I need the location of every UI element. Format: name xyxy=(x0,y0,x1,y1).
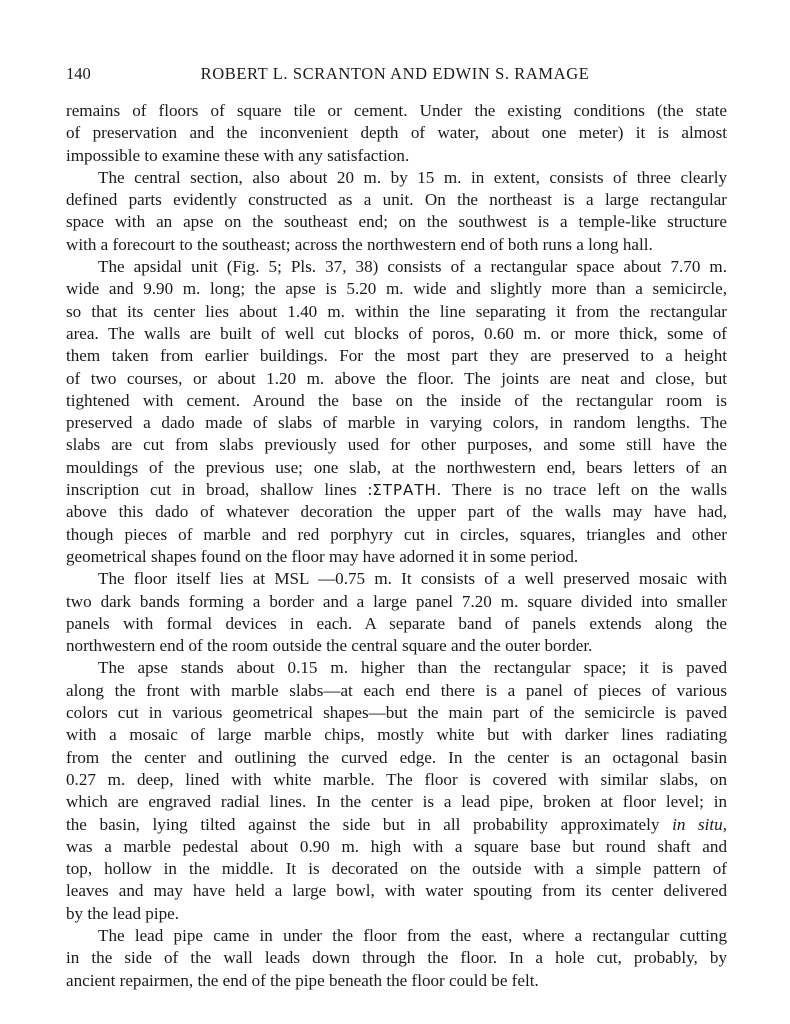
paragraph-4 xyxy=(66,568,727,657)
paragraph-2 xyxy=(66,167,727,256)
text-line: along the front with marble slabs—at each end there is a panel of pieces of various xyxy=(66,680,727,700)
page-number: 140 xyxy=(66,64,91,83)
text-line: northwestern end of the room outside the central square and the outer border. xyxy=(66,636,593,656)
text-line: defined parts evidently constructed as a unit. On the northeast is a large rectangular xyxy=(66,190,727,210)
paragraph-5 xyxy=(66,657,727,925)
text-line: panels with formal devices in each. A separate band of panels extends along the xyxy=(66,613,727,633)
text-line: mouldings of the previous use; one slab, at the northwestern end, bears letters of an xyxy=(66,457,727,477)
inscription-suffix: . There is no trace left on the walls xyxy=(436,480,727,500)
text-line: wide and 9.90 m. long; the apse is 5.20 m. wide and slightly more than a semicircle, xyxy=(66,279,727,299)
paragraph-1 xyxy=(66,100,727,167)
text-line: The apsidal unit (Fig. 5; Pls. 37, 38) consists of a rectangular space about 7.70 m. xyxy=(98,257,727,277)
text-line: which are engraved radial lines. In the center is a lead pipe, broken at floor level; in xyxy=(66,792,727,812)
text-line: by the lead pipe. xyxy=(66,903,179,923)
text-line: though pieces of marble and red porphyry cut in circles, squares, triangles and other xyxy=(66,524,727,544)
text-line: leaves and may have held a large bowl, with water spouting from its center delivered xyxy=(66,881,727,901)
text-line: space with an apse on the southeast end; on the southwest is a temple-like structure xyxy=(66,212,727,232)
text-line xyxy=(66,479,727,501)
text-line: above this dado of whatever decoration the upper part of the walls may have had, xyxy=(66,502,727,522)
text-line: ancient repairmen, the end of the pipe beneath the floor could be felt. xyxy=(66,970,539,990)
text-line: impossible to examine these with any satisfaction. xyxy=(66,145,410,165)
text-line: preserved a dado made of slabs of marble in varying colors, in random lengths. The xyxy=(66,413,727,433)
text-line xyxy=(66,814,727,836)
text-line: The lead pipe came in under the floor from the east, where a rectangular cutting xyxy=(98,925,727,945)
text-segment: the basin, lying tilted against the side but in all probability approximately xyxy=(66,814,660,834)
text-line: top, hollow in the middle. It is decorated on the outside with a simple pattern of xyxy=(66,859,727,879)
page-header xyxy=(66,62,724,86)
text-line: The apse stands about 0.15 m. higher than the rectangular space; it is paved xyxy=(98,658,727,678)
text-line: The floor itself lies at MSL —0.75 m. It consists of a well preserved mosaic with xyxy=(98,569,727,589)
inscription-prefix: inscription cut in broad, shallow lines : xyxy=(66,480,373,500)
inscription-text: ΣΤΡΑΤΗ xyxy=(372,481,437,500)
italic-phrase: in situ, xyxy=(672,814,727,834)
text-line: colors cut in various geometrical shapes—but the main part of the semicircle is paved xyxy=(66,703,727,723)
text-line: geometrical shapes found on the floor may have adorned it in some period. xyxy=(66,546,579,566)
text-line: was a marble pedestal about 0.90 m. high with a square base but round shaft and xyxy=(66,836,727,856)
text-line: The central section, also about 20 m. by 15 m. in extent, consists of three clearly xyxy=(98,167,727,187)
running-head: ROBERT L. SCRANTON AND EDWIN S. RAMAGE xyxy=(200,64,590,83)
paragraph-6 xyxy=(66,925,727,992)
text-line: in the side of the wall leads down through the floor. In a hole cut, probably, by xyxy=(66,948,727,968)
text-line: slabs are cut from slabs previously used for other purposes, and some still have the xyxy=(66,435,727,455)
text-line: from the center and outlining the curved edge. In the center is an octagonal basin xyxy=(66,747,727,767)
text-line: area. The walls are built of well cut blocks of poros, 0.60 m. or more thick, some of xyxy=(66,323,727,343)
paragraph-3 xyxy=(66,256,727,568)
text-line: with a forecourt to the southeast; across the northwestern end of both runs a long hall. xyxy=(66,234,653,254)
text-line: 0.27 m. deep, lined with white marble. The floor is covered with similar slabs, on xyxy=(66,769,727,789)
body-text xyxy=(66,100,727,992)
text-line: of preservation and the inconvenient depth of water, about one meter) it is almost xyxy=(66,123,727,143)
text-line: of two courses, or about 1.20 m. above the floor. The joints are neat and close, but xyxy=(66,368,727,388)
text-line: with a mosaic of large marble chips, mostly white but with darker lines radiating xyxy=(66,725,727,745)
text-line: remains of floors of square tile or cement. Under the existing conditions (the state xyxy=(66,101,727,120)
text-line: them taken from earlier buildings. For the most part they are preserved to a height xyxy=(66,346,727,366)
text-line: two dark bands forming a border and a large panel 7.20 m. square divided into smaller xyxy=(66,591,727,611)
text-line: so that its center lies about 1.40 m. within the line separating it from the rectangular xyxy=(66,301,727,321)
text-line: tightened with cement. Around the base on the inside of the rectangular room is xyxy=(66,390,727,410)
